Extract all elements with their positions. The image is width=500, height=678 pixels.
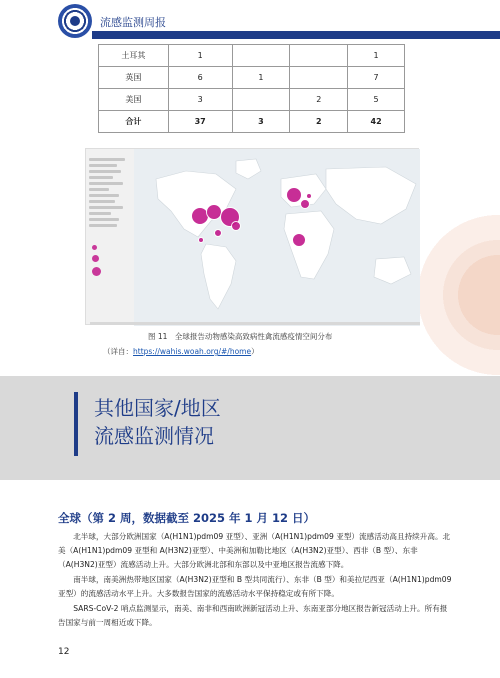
section-accent-bar bbox=[74, 392, 78, 456]
section-title-line2: 流感监测情况 bbox=[94, 424, 214, 448]
outbreak-marker[interactable] bbox=[214, 229, 222, 237]
global-paragraph-south: 南半球，南美洲热带地区国家（A(H3N2)亚型和 B 型共同流行）、东非（B 型）和美拉尼西亚（A(H1N1)pdm09 亚型）的流感活动水平上升。大多数报告国家的流感活动水平保持稳定或有所下降。 bbox=[58, 575, 452, 599]
table-cell bbox=[290, 45, 348, 67]
outbreak-marker[interactable] bbox=[286, 187, 302, 203]
outbreak-marker[interactable] bbox=[292, 233, 306, 247]
header-rule bbox=[92, 31, 500, 39]
table-cell: 6 bbox=[168, 67, 232, 89]
table-cell bbox=[232, 45, 290, 67]
virus-illustration-icon bbox=[410, 195, 500, 395]
legend-dot bbox=[92, 267, 101, 276]
source-link[interactable]: https://wahis.woah.org/#/home bbox=[133, 347, 252, 356]
header-title: 流感监测周报 bbox=[100, 16, 166, 29]
figure-source bbox=[103, 346, 259, 357]
table-cell: 2 bbox=[290, 111, 348, 133]
world-map bbox=[86, 149, 420, 326]
page-header bbox=[0, 0, 500, 44]
table-cell: 英国 bbox=[99, 67, 169, 89]
table-body bbox=[99, 45, 405, 133]
outbreak-marker[interactable] bbox=[306, 193, 312, 199]
table-cell: 5 bbox=[348, 89, 405, 111]
legend-dot bbox=[92, 245, 97, 250]
section-title bbox=[94, 394, 221, 450]
table-row bbox=[99, 45, 405, 67]
table-cell: 合计 bbox=[99, 111, 169, 133]
table-cell: 37 bbox=[168, 111, 232, 133]
global-paragraph-north: 北半球，大部分欧洲国家（A(H1N1)pdm09 亚型）、亚洲（A(H1N1)pdm09 亚型）流感活动高且持续升高。北美（A(H1N1)pdm09 亚型和 A(H3N2)亚型）、中美洲和加勒比地区（A(H3N2)亚型）、西非（B 型）、东非（A(H3N2)亚型）流感活动上升。大部分欧洲北部和东部以及中亚地区报告流感下降。 bbox=[58, 532, 451, 570]
table-cell: 7 bbox=[348, 67, 405, 89]
table-cell: 3 bbox=[232, 111, 290, 133]
table-cell: 1 bbox=[348, 45, 405, 67]
outbreak-marker[interactable] bbox=[300, 199, 310, 209]
outbreak-table bbox=[98, 44, 405, 133]
table-cell bbox=[290, 67, 348, 89]
table-cell: 2 bbox=[290, 89, 348, 111]
map-legend bbox=[89, 155, 131, 315]
page-number: 12 bbox=[58, 647, 70, 657]
source-prefix: （详自： bbox=[103, 347, 133, 356]
table-cell: 42 bbox=[348, 111, 405, 133]
cdc-logo-icon bbox=[58, 4, 92, 38]
global-paragraph-sarscov2: SARS-CoV-2 哨点监测显示，南美、南非和西南欧洲新冠活动上升、东南亚部分地区报告新冠活动上升。所有报告国家与前一周相近或下降。 bbox=[58, 604, 448, 628]
global-heading: 全球（第 2 周，数据截至 2025 年 1 月 12 日） bbox=[58, 511, 316, 525]
legend-dot bbox=[92, 255, 99, 262]
table-row bbox=[99, 89, 405, 111]
table-cell: 美国 bbox=[99, 89, 169, 111]
table-cell: 1 bbox=[232, 67, 290, 89]
outbreak-marker[interactable] bbox=[198, 237, 204, 243]
map-attribution bbox=[90, 322, 420, 325]
outbreak-marker[interactable] bbox=[231, 221, 241, 231]
source-suffix: ） bbox=[251, 347, 259, 356]
table-cell bbox=[232, 89, 290, 111]
table-cell: 1 bbox=[168, 45, 232, 67]
world-map-figure bbox=[85, 148, 419, 325]
table-row bbox=[99, 67, 405, 89]
figure-caption: 图 11 全球报告动物感染高致病性禽流感疫情空间分布 bbox=[148, 332, 333, 341]
table-cell: 3 bbox=[168, 89, 232, 111]
section-title-line1: 其他国家/地区 bbox=[94, 396, 221, 420]
table-cell: 土耳其 bbox=[99, 45, 169, 67]
table-total-row bbox=[99, 111, 405, 133]
